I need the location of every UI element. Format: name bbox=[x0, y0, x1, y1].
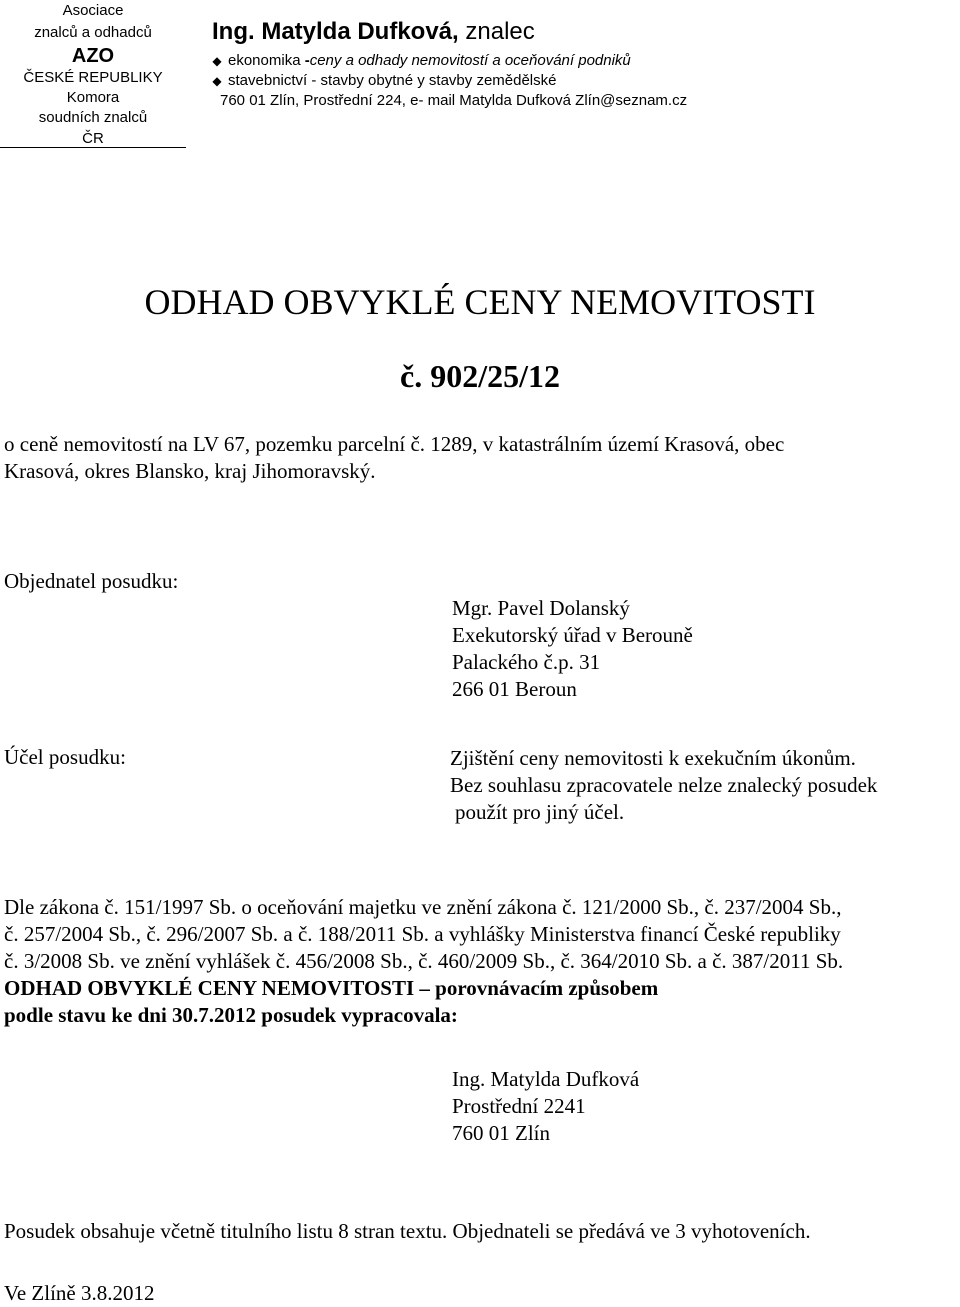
author-name: Ing. Matylda Dufková bbox=[452, 1067, 640, 1091]
diamond-bullet-icon: ◆ bbox=[212, 74, 222, 88]
expert-name-bold: Ing. Matylda Dufková, bbox=[212, 18, 459, 45]
purpose-label: Účel posudku: bbox=[4, 745, 126, 769]
spec-construction: stavebnictví - stavby obytné y stavby zemědělské bbox=[228, 72, 557, 89]
law-line-1: Dle zákona č. 151/1997 Sb. o oceňování majetku ve znění zákona č. 121/2000 Sb., č. 237/2004 Sb., bbox=[4, 895, 842, 919]
logo-line-experts: znalců a odhadců bbox=[34, 24, 152, 41]
expert-role: znalec bbox=[458, 18, 535, 45]
purpose-line-3: použít pro jiný účel. bbox=[455, 800, 625, 824]
law-method-line: ODHAD OBVYKLÉ CENY NEMOVITOSTI – porovnávacím způsobem bbox=[4, 976, 659, 1000]
subject-line-2: Krasová, okres Blansko, kraj Jihomoravský. bbox=[4, 459, 376, 483]
purpose-line-2: Bez souhlasu zpracovatele nelze znalecký posudek bbox=[450, 773, 878, 797]
purpose-line-1: Zjištění ceny nemovitosti k exekučním úkonům. bbox=[450, 746, 856, 770]
logo-line-court-experts: soudních znalců bbox=[38, 109, 148, 126]
logo-underline bbox=[0, 147, 186, 148]
client-office: Exekutorský úřad v Berouně bbox=[452, 623, 693, 647]
logo-line-association: Asociace bbox=[62, 2, 124, 19]
client-name: Mgr. Pavel Dolanský bbox=[452, 596, 630, 620]
spec-prefix: ekonomika bbox=[228, 52, 305, 69]
law-date-line: podle stavu ke dni 30.7.2012 posudek vypracovala: bbox=[4, 1003, 458, 1027]
law-line-3: č. 3/2008 Sb. ve znění vyhlášek č. 456/2008 Sb., č. 460/2009 Sb., č. 364/2010 Sb. a č. 387/2011 Sb. bbox=[4, 949, 844, 973]
logo-azo: AZO bbox=[71, 45, 115, 67]
law-line-2: č. 257/2004 Sb., č. 296/2007 Sb. a č. 188/2011 Sb. a vyhlášky Ministerstva financí České republiky bbox=[4, 922, 841, 946]
logo-line-country: ČESKÉ REPUBLIKY bbox=[23, 69, 163, 86]
place-and-date: Ve Zlíně 3.8.2012 bbox=[4, 1281, 155, 1305]
document-number: č. 902/25/12 bbox=[400, 358, 560, 394]
logo-line-cr: ČR bbox=[82, 130, 104, 147]
header-specialization-2 bbox=[212, 70, 556, 92]
client-street: Palackého č.p. 31 bbox=[452, 650, 601, 674]
spec-dash: - bbox=[304, 52, 310, 69]
client-label: Objednatel posudku: bbox=[4, 569, 179, 593]
header-specialization-1 bbox=[212, 50, 631, 72]
page-count-note: Posudek obsahuje včetně titulního listu 8 stran textu. Objednateli se předává ve 3 vyhotoveních. bbox=[4, 1219, 811, 1243]
author-city: 760 01 Zlín bbox=[452, 1121, 550, 1145]
logo-line-chamber: Komora bbox=[66, 89, 120, 106]
client-city: 266 01 Beroun bbox=[452, 677, 577, 701]
association-logo-block bbox=[0, 0, 186, 150]
author-street: Prostřední 2241 bbox=[452, 1094, 586, 1118]
spec-italic: ceny a odhady nemovitostí a oceňování podniků bbox=[309, 52, 631, 69]
diamond-bullet-icon: ◆ bbox=[212, 54, 222, 68]
subject-line-1: o ceně nemovitostí na LV 67, pozemku parcelní č. 1289, v katastrálním území Krasová, obec bbox=[4, 432, 785, 456]
document-title: ODHAD OBVYKLÉ CENY NEMOVITOSTI bbox=[144, 282, 816, 322]
header-contact: 760 01 Zlín, Prostřední 224, e- mail Matylda Dufková Zlín@seznam.cz bbox=[220, 92, 688, 109]
expert-name bbox=[212, 16, 535, 48]
